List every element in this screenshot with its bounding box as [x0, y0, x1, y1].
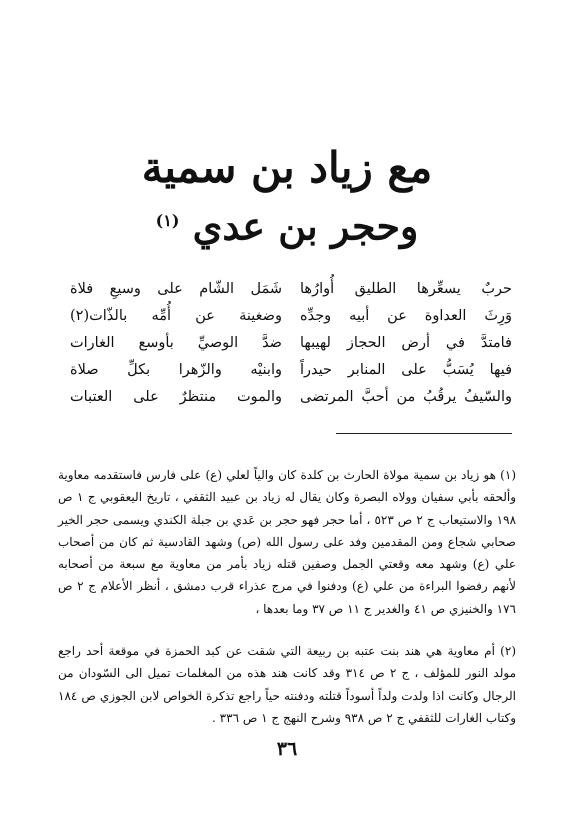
verse-5 [70, 384, 512, 410]
verse-first-hemistich: حربٌ يسعِّرها الطليق أُوارُها [300, 281, 512, 297]
footnote-divider [336, 433, 512, 434]
page-number: ٣٦ [276, 738, 298, 760]
verse-second-hemistich: شَمَل الشّام على وسيعِ فلاة [70, 281, 282, 297]
verse-4 [70, 357, 512, 383]
verse-3 [70, 330, 512, 356]
verse-first-hemistich: والسّيفُ يرقُبُ من أحبَّ المرتضى [300, 389, 512, 405]
poem [70, 276, 512, 416]
verse-second-hemistich: وضغينة عن أُمِّه بالذّات(٢) [70, 308, 282, 324]
verse-first-hemistich: فيها يُسَبُّ على المنابر حيدراً [300, 362, 512, 378]
chapter-title-line-1: مع زياد بن سمية [141, 143, 433, 192]
verse-2 [70, 303, 512, 329]
footnote-reference: (١) [155, 211, 180, 230]
verse-first-hemistich: وَرِثَ العداوة عن أبيه وجدِّه [300, 308, 512, 324]
footnote-2: (٢) أم معاوية هي هند بنت عتبه بن ربيعة التي شقت عن كبد الحمزة في موقعة أحد راجع مولد النور للمؤلف ، ج ٢ ص ٣١٤ وقد كانت هند هذه من المغلمات تميل الى السّودان من الرجال وكانت اذا ولدت ولداً أسوداً قتلته ودفنته حياً راجع تذكرة الخواص لابن الجوزي ص ١٨٤ وكتاب الغارات للثقفي ج ٢ ص ٩٣٨ وشرح النهج ج ١ ص ٣٣٦ . [58, 644, 516, 725]
verse-first-hemistich: فامتدَّ في أرض الحجاز لهيبها [300, 335, 512, 351]
verse-second-hemistich: والموت منتظرٌ على العتبات [70, 389, 282, 405]
chapter-title-line-2 [150, 197, 424, 251]
footnote-1: (١) هو زياد بن سمية مولاة الحارث بن كلدة كان والياً لعلي (ع) على فارس فاستقدمه معاوية وألحقه بأبي سفيان وولاه البصرة وكان يقال له زياد بن عبيد الثقفي ، تاريخ اليعقوبي ج ١ ص ١٩٨ والاستيعاب ج ٢ ص ٥٢٣ ، أما حجر فهو حجر بن عَدي بن جبلة الكندي ويسمى حجر الخير صحابي شجاع ومن المقدمين وفد على رسول الله (ص) وشهد القادسية ثم كان من أصحاب علي (ع) وشهد معه وقعتي الجمل وصفين قتله زياد بأمر من معاوية مع سبعة من أصحابه لأنهم رفضوا البراءة من علي (ع) ودفنوا في مرج عذراء قرب دمشق ، أنظر الأعلام ج ٢ ص ١٧٦ والخنيزي ص ٤١ والغدير ج ١١ ص ٣٧ وما بعدها ، [58, 468, 517, 616]
verse-1 [70, 276, 512, 302]
verse-second-hemistich: ضدَّ الوصيِّ بأوسع الغارات [70, 335, 282, 351]
chapter-title-text: وحجر بن عدي [192, 203, 419, 249]
verse-second-hemistich: وابنيْه والزّهرا بكلِّ صلاة [70, 362, 282, 378]
